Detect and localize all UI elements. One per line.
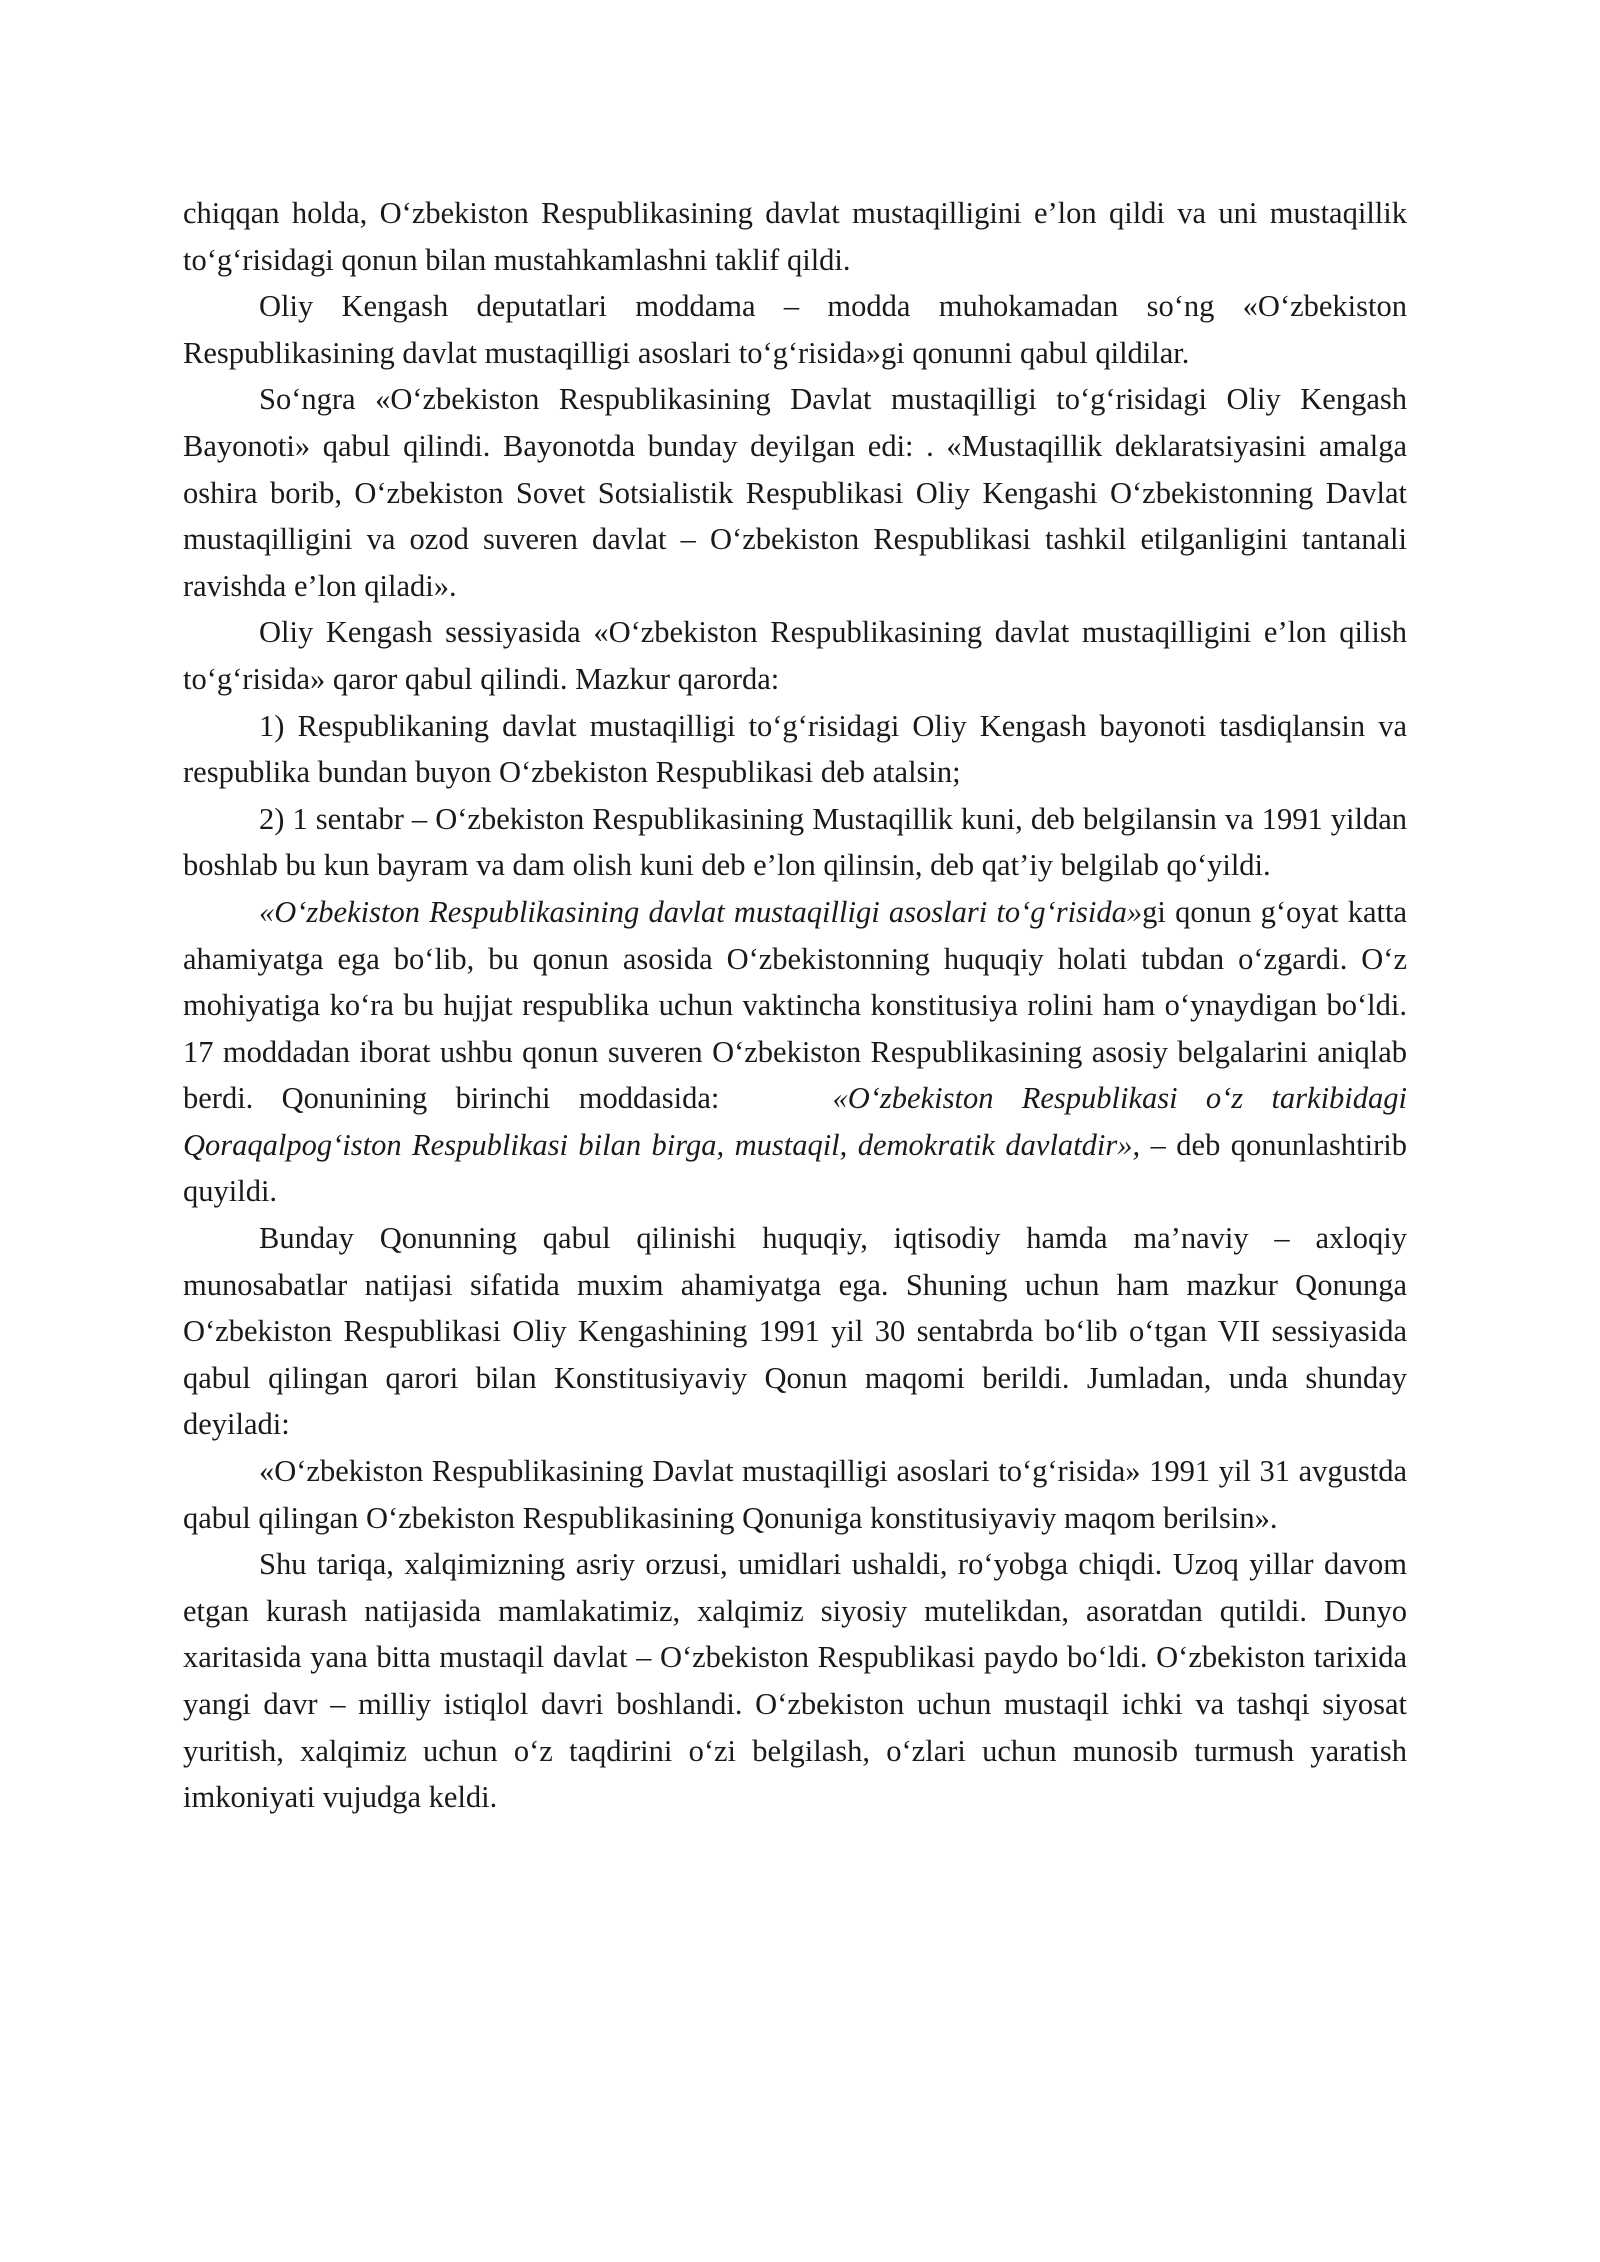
paragraph-4 [183,609,1407,702]
paragraph-text: Bunday Qonunning qabul qilinishi huquqiy, iqtisodiy hamda ma’naviy – axloqiy munosabatlar natijasi sifatida muxim ahamiyatga ega. Shuning uchun ham mazkur Qonunga O‘zbekiston Respublikasi Oliy Kengashining 1991 yil 30 sentabrda bo‘lib o‘tgan VII sessiyasida qabul qilingan qarori bilan Konstitusiyaviy Qonun maqomi berildi. Jumladan, unda shunday deyiladi: [183,1221,1407,1442]
paragraph-1 [183,190,1407,283]
paragraph-text: gi qonun g‘oyat katta ahamiyatga ega bo‘lib, bu qonun asosida O‘zbekistonning huquqiy holati tubdan o‘zgardi. O‘z mohiyatiga ko‘ra bu hujjat respublika uchun vaktincha konstitusiya rolini ham o‘ynaydigan bo‘ldi. 17 moddadan iborat ushbu qonun suveren O‘zbekiston Respublikasining asosiy belgalarini aniqlab berdi. Qonunining birinchi moddasida: [183,894,1415,1116]
paragraph-9 [183,1448,1407,1541]
paragraph-text: Shu tariqa, xalqimizning asriy orzusi, umidlari ushaldi, ro‘yobga chiqdi. Uzoq yillar davom etgan kurash natijasida mamlakatimiz, xalqimiz siyosiy mutelikdan, asoratdan qutildi. Dunyo xaritasida yana bitta mustaqil davlat – O‘zbekiston Respublikasi paydo bo‘ldi. O‘zbekiston tarixida yangi davr – milliy istiqlol davri boshlandi. O‘zbekiston uchun mustaqil ichki va tashqi siyosat yuritish, xalqimiz uchun o‘z taqdirini o‘zi belgilash, o‘zlari uchun munosib turmush yaratish imkoniyati vujudga keldi. [183,1547,1407,1815]
paragraph-text: – deb qonunlashtirib quyildi. [183,1127,1407,1209]
paragraph-text: Oliy Kengash deputatlari moddama – modda muhokamadan so‘ng «O‘zbekiston Respublikasining davlat mustaqilligi asoslari to‘g‘risida»gi qonunni qabul qildilar. [183,289,1407,370]
paragraph-text: 1) Respublikaning davlat mustaqilligi to‘g‘risidagi Oliy Kengash bayonoti tasdiqlansin va respublika bundan buyon O‘zbekiston Respublikasi deb atalsin; [183,708,1407,790]
paragraph-text: «O‘zbekiston Respublikasining Davlat mustaqilligi asoslari to‘g‘risida» 1991 yil 31 avgustda qabul qilingan O‘zbekiston Respublikasining Qonuniga konstitusiyaviy maqom berilsin». [183,1454,1407,1535]
paragraph-text: 2) 1 sentabr – O‘zbekiston Respublikasining Mustaqillik kuni, deb belgilansin va 1991 yildan boshlab bu kun bayram va dam olish kuni deb e’lon qilinsin, deb qat’iy belgilab qo‘yildi. [183,801,1407,883]
document-page [183,190,1415,1821]
paragraph-2 [183,283,1407,376]
italic-law-title: «O‘zbekiston Respublikasining davlat mustaqilligi asoslari to‘g‘risida» [259,894,1143,929]
paragraph-5 [183,703,1407,796]
italic-quote: «O‘zbekiston Respublikasi o‘z tarkibidagi Qoraqalpog‘iston Respublikasi bilan birga, mustaqil, demokratik davlatdir», [183,1081,1407,1162]
paragraph-8 [183,1215,1407,1448]
paragraph-text: So‘ngra «O‘zbekiston Respublikasining Davlat mustaqilligi to‘g‘risidagi Oliy Kengash Bayonoti» qabul qilindi. Bayonotda bunday deyilgan edi: . «Mustaqillik deklaratsiyasini amalga oshira borib, O‘zbekiston Sovet Sotsialistik Respublikasi Oliy Kengashi O‘zbekistonning Davlat mustaqilligini va ozod suveren davlat – O‘zbekiston Respublikasi tashkil etilganligini tantanali ravishda e’lon qiladi». [183,382,1407,603]
paragraph-text: Oliy Kengash sessiyasida «O‘zbekiston Respublikasining davlat mustaqilligini e’lon qilish to‘g‘risida» qaror qabul qilindi. Mazkur qarorda: [183,615,1407,696]
paragraph-10 [183,1541,1407,1821]
paragraph-3 [183,376,1407,609]
paragraph-6 [183,796,1407,889]
paragraph-text: chiqqan holda, O‘zbekiston Respublikasining davlat mustaqilligini e’lon qildi va uni mustaqillik to‘g‘risidagi qonun bilan mustahkamlashni taklif qildi. [183,196,1407,277]
paragraph-7 [183,889,1415,1215]
